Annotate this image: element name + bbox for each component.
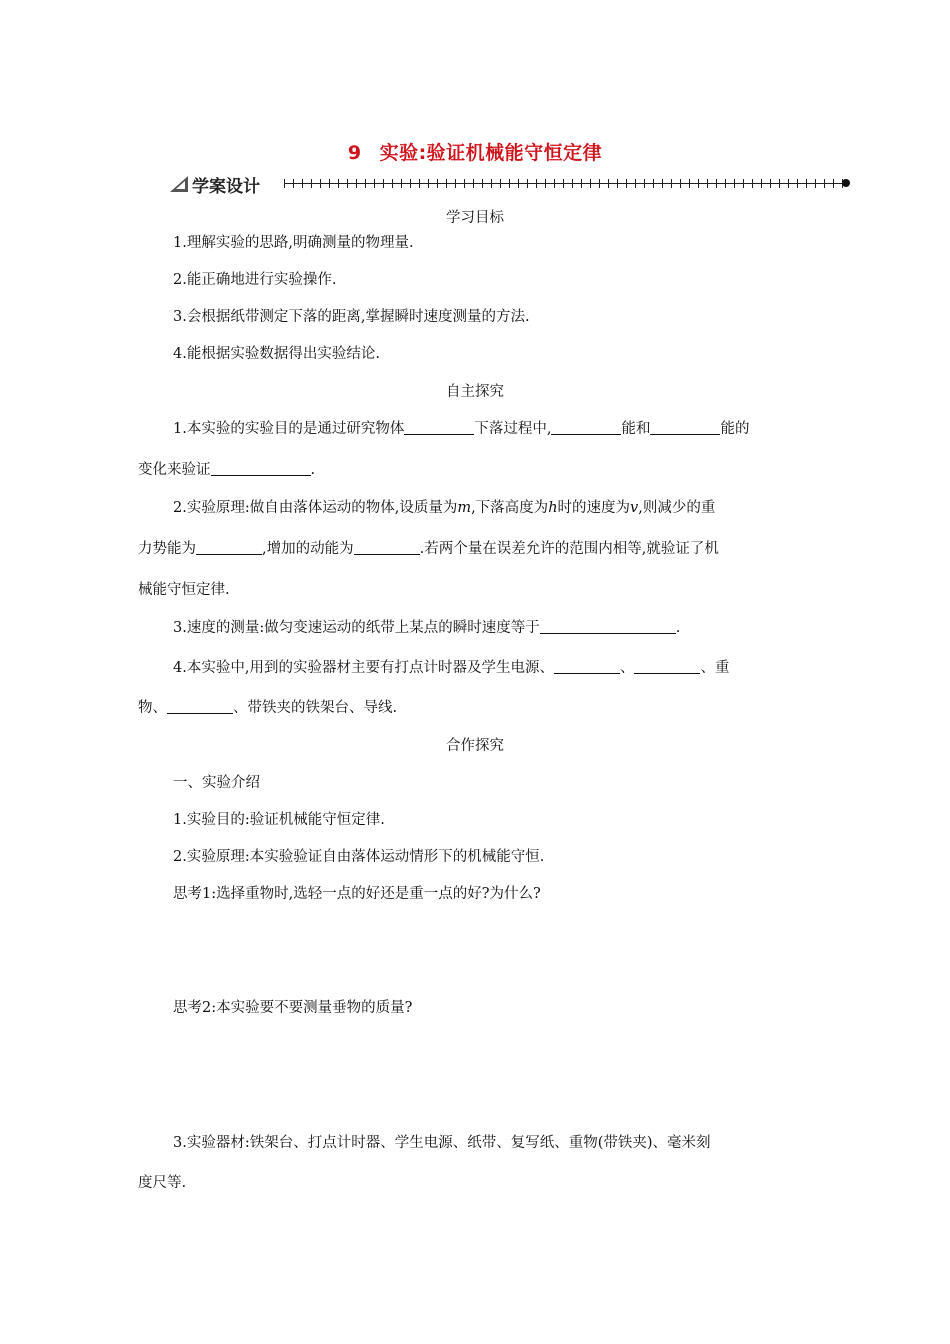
answer-blank[interactable] <box>650 420 720 435</box>
cooperation-heading: 合作探究 <box>446 738 504 754</box>
section-banner <box>168 170 853 198</box>
self-study-q2-line2: 力势能为 ,增加的动能为 .若两个量在误差允许的范围内相等,就验证了机 <box>138 541 719 557</box>
answer-blank[interactable] <box>551 420 621 435</box>
answer-blank[interactable] <box>196 540 262 555</box>
self-study-q3: 3.速度的测量:做匀变速运动的纸带上某点的瞬时速度等于 . <box>173 620 681 636</box>
cooperation-item-2: 2.实验原理:本实验验证自由落体运动情形下的机械能守恒. <box>173 849 545 865</box>
answer-blank[interactable] <box>404 420 474 435</box>
self-study-q2-line1: 2.实验原理:做自由落体运动的物体,设质量为m,下落高度为h时的速度为v,则减少的重 <box>173 500 716 516</box>
answer-blank[interactable] <box>634 659 700 674</box>
answer-blank[interactable] <box>540 619 676 634</box>
objective-item-3: 3.会根据纸带测定下落的距离,掌握瞬时速度测量的方法. <box>173 309 530 325</box>
objective-item-2: 2.能正确地进行实验操作. <box>173 272 337 288</box>
banner-triangle-inner-icon <box>176 181 185 189</box>
objective-item-1: 1.理解实验的思路,明确测量的物理量. <box>173 235 414 251</box>
title-text: 实验:验证机械能守恒定律 <box>379 142 603 164</box>
objective-item-4: 4.能根据实验数据得出实验结论. <box>173 346 380 362</box>
think-question-1: 思考1:选择重物时,选轻一点的好还是重一点的好?为什么? <box>173 886 541 902</box>
cooperation-item-3-line1: 3.实验器材:铁架台、打点计时器、学生电源、纸带、复写纸、重物(带铁夹)、毫米刻 <box>173 1135 711 1151</box>
cooperation-item-3-line2: 度尺等. <box>138 1175 187 1191</box>
self-study-q1-line1: 1.本实验的实验目的是通过研究物体 下落过程中, 能和 能的 <box>173 421 750 437</box>
banner-ticks <box>284 179 844 188</box>
self-study-q2-line3: 械能守恒定律. <box>138 582 230 598</box>
self-study-q1-line2: 变化来验证 . <box>138 462 316 478</box>
cooperation-subheading: 一、实验介绍 <box>173 775 260 791</box>
objectives-heading: 学习目标 <box>446 210 504 226</box>
title-number: 9 <box>347 142 362 164</box>
banner-end-dot-icon <box>842 179 850 187</box>
answer-blank[interactable] <box>354 540 420 555</box>
answer-blank[interactable] <box>554 659 620 674</box>
think-question-2: 思考2:本实验要不要测量垂物的质量? <box>173 1000 413 1016</box>
self-study-q4-line1: 4.本实验中,用到的实验器材主要有打点计时器及学生电源、 、 、重 <box>173 660 730 676</box>
self-study-q4-line2: 物、 、带铁夹的铁架台、导线. <box>138 700 398 716</box>
page-title <box>0 138 950 165</box>
answer-blank[interactable] <box>211 461 311 476</box>
banner-label: 学案设计 <box>192 177 260 197</box>
answer-blank[interactable] <box>167 699 233 714</box>
cooperation-item-1: 1.实验目的:验证机械能守恒定律. <box>173 812 385 828</box>
self-study-heading: 自主探究 <box>446 384 504 400</box>
